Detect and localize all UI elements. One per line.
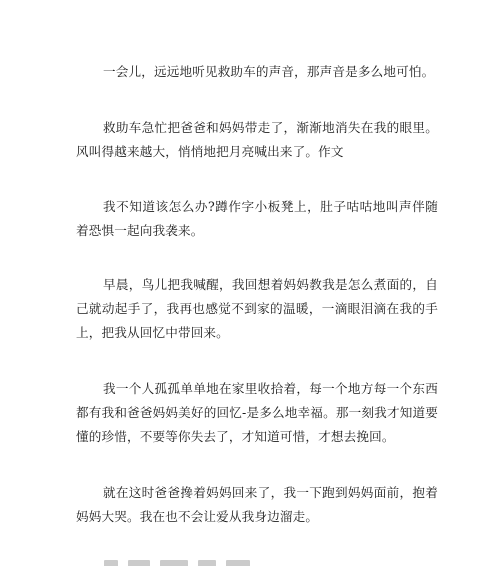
paragraph-4: 早晨，鸟儿把我喊醒，我回想着妈妈教我是怎么煮面的，自己就动起手了，我再也感觉不到家的温暖，一滴眼泪滴在我的手上，把我从回忆中带回来。 bbox=[76, 277, 438, 340]
paragraph-1: 一会儿，远远地听见救助车的声音，那声音是多么地可怕。 bbox=[103, 64, 435, 79]
cut-off-glyph bbox=[226, 560, 250, 566]
cut-off-glyph bbox=[160, 560, 188, 566]
paragraph-5: 我一个人孤孤单单地在家里收拾着，每一个地方每一个东西都有我和爸爸妈妈美好的回忆-是多么地幸福。那一刻我才知道要懂的珍惜，不要等你失去了，才知道可惜，才想去挽回。 bbox=[76, 381, 438, 444]
paragraph-3: 我不知道该怎么办?蹲作字小板凳上，肚子咕咕地叫声伴随着恐惧一起向我袭来。 bbox=[76, 199, 438, 238]
cut-off-glyph bbox=[128, 560, 150, 566]
cut-off-glyph bbox=[104, 560, 118, 566]
paragraph-6: 就在这时爸爸搀着妈妈回来了，我一下跑到妈妈面前，抱着妈妈大哭。我在也不会让爱从我身边溜走。 bbox=[76, 485, 438, 524]
cut-off-text-line bbox=[104, 554, 264, 566]
cut-off-glyph bbox=[198, 560, 216, 566]
paragraph-2: 救助车急忙把爸爸和妈妈带走了，渐渐地消失在我的眼里。风叫得越来越大，悄悄地把月亮喊出来了。作文 bbox=[76, 120, 438, 159]
